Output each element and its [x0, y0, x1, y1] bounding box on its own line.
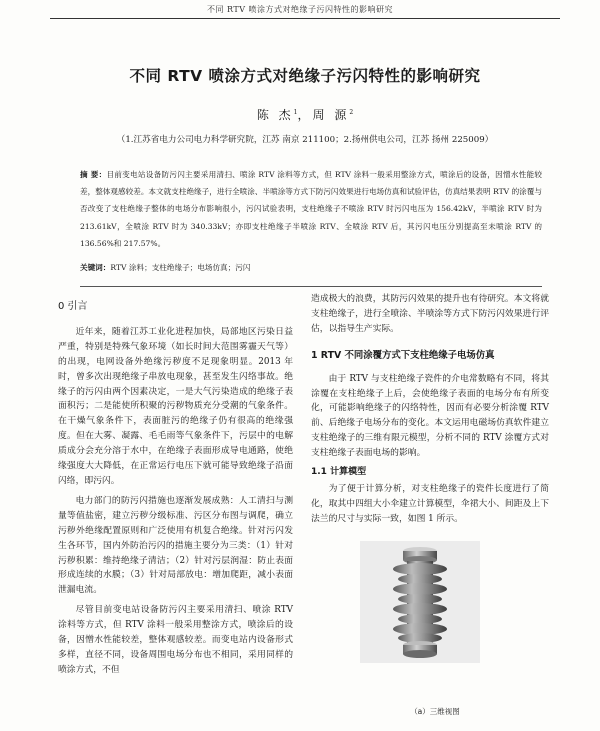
section-0-paragraph-3: 尽管目前变电站设备防污闪主要采用清扫、喷涂 RTV 涂料等方式，但 RTV 涂料一般采用整涂方式，喷涂后的设备，因憎水性能较差，整体观感较差。而变电站内设备形式多样，直径不同，设备周围电场分布也不相同，采用同样的喷涂方式，不但 [58, 605, 293, 675]
figure-1a-image [360, 541, 480, 663]
post-insulator-3d-illustration [360, 541, 480, 663]
affiliations: （1.江苏省电力公司电力科学研究院，江苏 南京 211100；2.扬州供电公司，江苏 扬州 225009） [116, 135, 494, 145]
figure-1a-caption: （a）三维视图 [410, 707, 460, 716]
abstract [80, 166, 542, 252]
keywords [80, 262, 542, 273]
section-0-heading: 0 引言 [58, 301, 88, 312]
section-1-heading: 1 RTV 不同涂覆方式下支柱绝缘子电场仿真 [311, 349, 495, 361]
right-paragraph-0: 造成极大的浪费，其防污闪效果的提升也有待研究。本文将就支柱绝缘子，进行全喷涂、半喷涂等方式下防污闪效果进行评估，以指导生产实际。 [311, 294, 549, 334]
author-1-mark: 1 [293, 109, 298, 116]
section-0-paragraph-2: 电力部门的防污闪措施也逐渐发展成熟：人工清扫与测量等值盐密，建立污秽分级标准、污区分布图与调爬，确立污秽外绝缘配置原则和广泛使用有机复合绝缘。针对污闪发生各环节，国内外防治污闪的措施主要分为三类：（1）针对污秽积累：维持绝缘子清洁；（2）针对污层润湿：防止表面形成连续的水膜；（3）针对局部放电：增加爬距，减小表面泄漏电流。 [58, 495, 293, 596]
abstract-text: 目前变电站设备防污闪主要采用清扫、喷涂 RTV 涂料等方式，但 RTV 涂料一般采用整涂方式，喷涂后的设备，因憎水性能较差，整体观感较差。本文就支柱绝缘子，进行全喷涂、半喷涂等方式下防污闪效果进行电场仿真和试验评估，仿真结果表明 RTV 的涂覆与否改变了支柱绝缘子整体的电场分布影响很小，污闪试验表明，支柱绝缘子不喷涂 RTV 时污闪电压为 156.42kV，半喷涂 RTV 时为 213.61kV，全喷涂 RTV 时为 340.33kV；亦即支柱绝缘子半喷涂 RTV、全喷涂 RTV 后，其污闪电压分别提高至未喷涂 RTV 的 136.56%和 217.57%。 [80, 170, 542, 248]
header-rule [50, 18, 560, 19]
section-1-paragraph-1: 由于 RTV 与支柱绝缘子瓷件的介电常数略有不同，将其涂覆在支柱绝缘子上后，会使绝缘子表面的电场分布有所变化，可能影响绝缘子的闪络特性，因而有必要分析涂覆 RTV 前、后绝缘子电场分布的变化。本文运用电磁场仿真软件建立支柱绝缘子的三维有限元模型，分析不同的 RTV 涂覆方式对支柱绝缘子表面电场的影响。 [311, 373, 549, 459]
paper-title: 不同 RTV 喷涂方式对绝缘子污闪特性的影响研究 [129, 67, 481, 85]
keywords-label: 关键词： [80, 263, 111, 272]
section-1-1-heading: 1.1 计算模型 [311, 467, 367, 478]
section-0-paragraph-1: 近年来，随着江苏工业化进程加快，局部地区污染日益严重，特别是特殊气象环境（如长时间大范围雾霾天气等）的出现，电网设备外绝缘污秽度不足现象明显。2013 年时，曾多次出现绝缘子串放电现象，甚至发生闪络事故。绝缘子的污闪由两个因素决定，一是大气污染造成的绝缘子表面积污；二是能使所积聚的污秽物质充分受潮的气象条件。在干燥气象条件下，表面脏污的绝缘子仍有很高的绝缘强度。但在大雾、凝露、毛毛雨等气象条件下，污层中的电解质成分会充分溶于水中，在绝缘子表面形成导电通路，使绝缘强度大大降低，在正常运行电压下就可能导致绝缘子沿面闪络，即污闪。 [58, 326, 293, 486]
author-1: 陈 杰 [256, 108, 294, 122]
abstract-label: 摘 要： [80, 170, 107, 179]
keywords-text: RTV 涂料；支柱绝缘子；电场仿真；污闪 [110, 263, 251, 272]
author-2-mark: 2 [349, 109, 354, 116]
left-column [58, 300, 293, 678]
abstract-rule [80, 286, 542, 287]
author-2: 周 源 [312, 108, 350, 122]
author-separator: ， [297, 108, 313, 122]
running-head: 不同 RTV 喷涂方式对绝缘子污闪特性的影响研究 [206, 5, 394, 14]
authors [40, 106, 570, 123]
section-1-1-paragraph: 为了便于计算分析，对支柱绝缘子的瓷件长度进行了简化，取其中四组大小伞建立计算模型，伞裙大小、间距及上下法兰的尺寸与实际一致，如图 1 所示。 [311, 483, 549, 524]
right-column [311, 292, 549, 527]
